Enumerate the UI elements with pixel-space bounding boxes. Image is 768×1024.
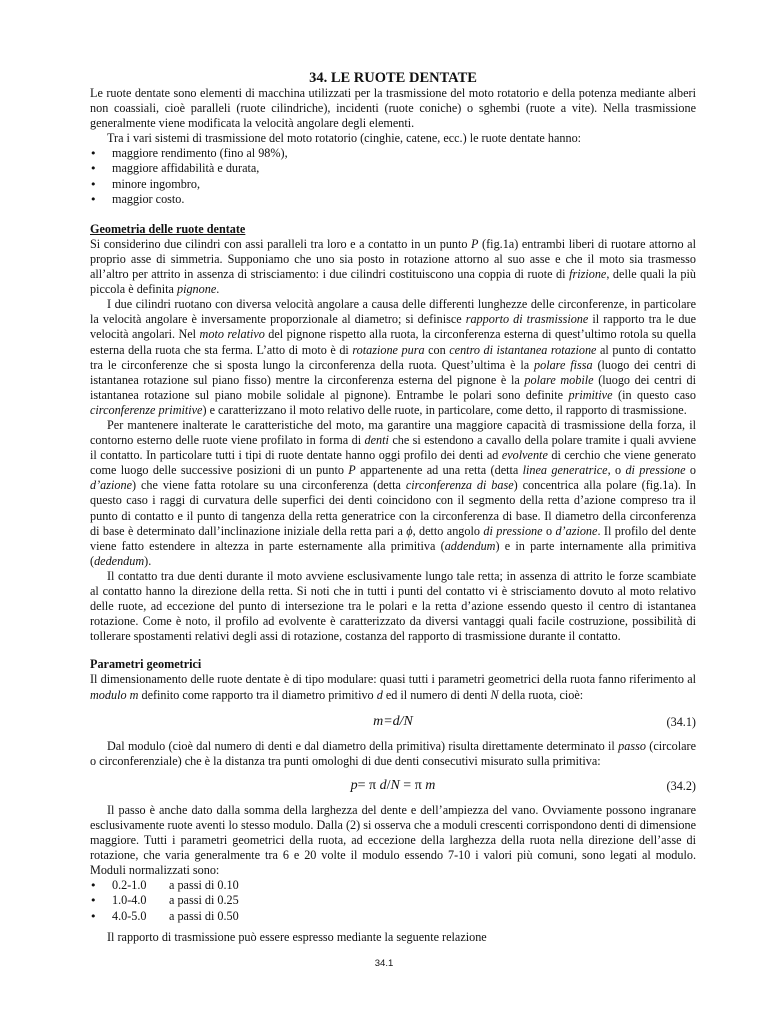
- section-heading-geometry: Geometria delle ruote dentate: [90, 221, 246, 236]
- parameters-paragraph-4: Il rapporto di trasmissione può essere espresso mediante la seguente relazione: [107, 929, 487, 944]
- geometry-paragraph-3: Per mantenere inalterate le caratteristiche del moto, ma garantire una maggiore capacità di trasmissione della forza, il contorno esterno delle ruote viene profilato in forma di denti che si estendono a cavallo della polare tramite i quali avviene il contatto. In particolare tutti i tipi di ruote dentate hanno oggi profilo dei denti ad evolvente di cerchio che viene generato come luogo delle successive posizioni di un punto P appartenente ad una retta (detta linea generatrice, o di pressione o d’azione) che viene fatta rotolare su una circonferenza (detta circonferenza di base) concentrica alla polare (fig.1a). In questo caso i raggi di curvatura delle superfici dei denti coincidono con il segmento della retta d’azione compreso tra il punto di contatto e il punto di tangenza della retta generatrice con la circonferenza di base. Il diametro della circonferenza di base è determinato dall’inclinazione iniziale della retta pari a ϕ, detto angolo di pressione o d’azione. Il profilo del dente viene fatto estendere in altezza in parte esternamente alla primitiva (addendum) e in parte internamente alla primitiva (dedendum).: [90, 417, 697, 568]
- list-item: • maggiore rendimento (fino al 98%),: [90, 146, 696, 161]
- equation-number: (34.2): [666, 778, 696, 793]
- list-item: • minore ingombro,: [90, 177, 696, 192]
- intro-paragraph-2: Tra i vari sistemi di trasmissione del moto rotatorio (cinghie, catene, ecc.) le ruote dentate hanno:: [107, 131, 582, 146]
- equation-34-2: [90, 775, 696, 797]
- equation-formula: p= π d/N = π m: [350, 777, 436, 793]
- list-item: • 0.2-1.0 a passi di 0.10: [90, 878, 696, 893]
- geometry-paragraph-2: I due cilindri ruotano con diversa velocità angolare a causa delle differenti lunghezze delle circonferenze, in particolare la velocità angolare è inversamente proporzionale al diametro; si definisce rapporto di trasmissione il rapporto tra le due velocità angolari. Nel moto relativo del pignone rispetto alla ruota, la circonferenza esterna di quest’ultimo rotola su quella esterna della ruota che sta ferma. L’atto di moto è di rotazione pura con centro di istantanea rotazione al punto di contatto tra le circonferenze che si sposta lungo la circonferenza della ruota. Quest’ultima è la polare fissa (luogo dei centri di istantanea rotazione sul piano fisso) mentre la circonferenza esterna del pignone è la polare mobile (luogo dei centri di istantanea rotazione sul piano mobile solidale al pignone). Entrambe le polari sono definite primitive (in questo caso circonferenze primitive) e caratterizzano il moto relativo delle ruote, in particolare, come detto, il rapporto di trasmissione.: [90, 297, 696, 417]
- geometry-paragraph-1: Si considerino due cilindri con assi paralleli tra loro e a contatto in un punto P (fig.1a) entrambi liberi di ruotare attorno al proprio asse di simmetria. Supponiamo che uno sia posto in rotazione attorno al suo asse e che il moto sia trasmesso all’altro per attrito in assenza di strisciamento: i due cilindri costituiscono una coppia di ruote di frizione, delle quali la più piccola è definita pignone.: [90, 236, 696, 297]
- intro-paragraph-1: Le ruote dentate sono elementi di macchina utilizzati per la trasmissione del moto rotatorio e della potenza mediante alberi non coassiali, cioè paralleli (ruote cilindriche), incidenti (ruote coniche) o sghembi (ruote a vite). Nella trasmissione generalmente viene modificata la velocità angolare degli elementi.: [90, 86, 696, 131]
- parameters-paragraph-3: Il passo è anche dato dalla somma della larghezza del dente e dell’ampiezza del vano. Ovviamente possono ingranare esclusivamente ruote aventi lo stesso modulo. Dalla (2) si osserva che a moduli crescenti corrispondono denti di dimensione maggiore. Tutti i parametri geometrici della ruota, ad eccezione della larghezza della ruota nella direzione dell’asse di rotazione, che varia generalmente tra 6 e 20 volte il modulo essendo 7-10 i valori più comuni, sono legati al modulo. Moduli normalizzati sono:: [90, 802, 696, 878]
- parameters-paragraph-2: Dal modulo (cioè dal numero di denti e dal diametro della primitiva) risulta direttamente determinato il passo (circolare o circonferenziale) che è la distanza tra punti omologhi di due denti consecutivi misurato sulla primitiva:: [90, 738, 696, 768]
- list-item: • maggior costo.: [90, 192, 696, 207]
- equation-number: (34.1): [666, 714, 696, 729]
- normalized-modules-list: [90, 878, 696, 923]
- page-number: 34.1: [374, 958, 394, 969]
- list-item: • maggiore affidabilità e durata,: [90, 161, 696, 176]
- section-heading-parameters: Parametri geometrici: [90, 657, 202, 672]
- equation-34-1: [90, 711, 696, 733]
- page-title: 34. LE RUOTE DENTATE: [309, 70, 477, 86]
- parameters-paragraph-1: Il dimensionamento delle ruote dentate è di tipo modulare: quasi tutti i parametri geometrici della ruota fanno riferimento al modulo m definito come rapporto tra il diametro primitivo d ed il numero di denti N della ruota, cioè:: [90, 672, 696, 702]
- list-item: • 4.0-5.0 a passi di 0.50: [90, 909, 696, 924]
- list-item: • 1.0-4.0 a passi di 0.25: [90, 893, 696, 908]
- geometry-paragraph-4: Il contatto tra due denti durante il moto avviene esclusivamente lungo tale retta; in assenza di attrito le forze scambiate al contatto hanno la direzione della retta. Si noti che in tutti i punti del contatto vi è strisciamento dovuto al moto relativo delle ruote, ad eccezione del punto di intersezione tra le polari e la retta d’azione essendo questo il centro di istantanea rotazione. Come è noto, il profilo ad evolvente è caratterizzato da diversi vantaggi quali facile costruzione, possibilità di tollerare spostamenti relativi degli assi di rotazione, costanza del rapporto di trasmissione durante il contatto.: [90, 568, 696, 644]
- equation-formula: m=d/N: [373, 713, 413, 729]
- advantages-list: [90, 146, 696, 206]
